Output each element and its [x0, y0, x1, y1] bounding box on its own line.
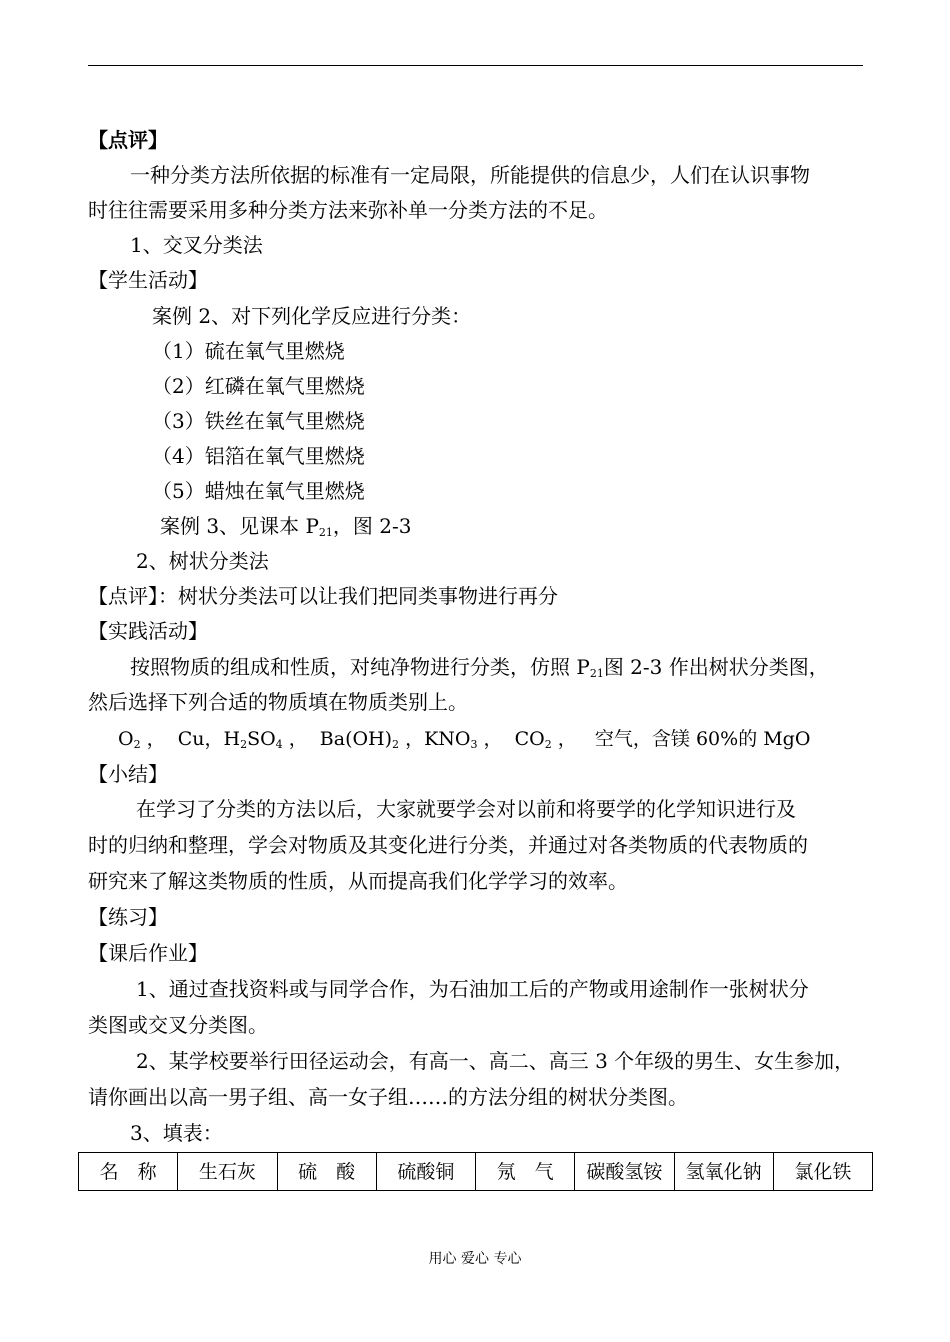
heading-review: 【点评】 — [88, 128, 168, 152]
heading-practice: 【实践活动】 — [88, 619, 208, 643]
page-footer: 用心 爱心 专心 — [428, 1251, 522, 1267]
fill-table-label: 3、填表： — [130, 1121, 223, 1145]
table-header-cell: 氢氧化钠 — [674, 1153, 773, 1191]
paragraph-line: 2、某学校要举行田径运动会，有高一、高二、高三 3 个年级的男生、女生参加， — [136, 1049, 855, 1073]
header-rule — [88, 65, 863, 66]
paragraph-line: 1、通过查找资料或与同学合作，为石油加工后的产物或用途制作一张树状分 — [136, 977, 809, 1001]
table-header-cell: 碳酸氢铵 — [575, 1153, 674, 1191]
section-tree-classification: 2、树状分类法 — [136, 549, 269, 573]
reaction-item: （4）铝箔在氧气里燃烧 — [152, 444, 365, 468]
case-3: 案例 3、见课本 $P_{21}$，图 2-3 — [160, 514, 412, 539]
reaction-item: （3）铁丝在氧气里燃烧 — [152, 409, 365, 433]
case-2: 案例 2、对下列化学反应进行分类： — [152, 304, 472, 328]
table-row — [79, 1153, 873, 1191]
heading-student-activity: 【学生活动】 — [88, 268, 208, 292]
paragraph-line: 时往往需要采用多种分类方法来弥补单一分类方法的不足。 — [88, 198, 608, 222]
table-header-cell: 生石灰 — [178, 1153, 277, 1191]
reaction-item: （1）硫在氧气里燃烧 — [152, 339, 345, 363]
table-header-cell: 硫酸铜 — [376, 1153, 475, 1191]
reaction-item: （5）蜡烛在氧气里燃烧 — [152, 479, 365, 503]
table-header-cell: 名 称 — [79, 1153, 178, 1191]
heading-homework: 【课后作业】 — [88, 941, 208, 965]
paragraph-line: 在学习了分类的方法以后，大家就要学会对以前和将要学的化学知识进行及 — [136, 797, 796, 821]
reaction-item: （2）红磷在氧气里燃烧 — [152, 374, 365, 398]
heading-summary: 【小结】 — [88, 762, 168, 786]
fill-table — [78, 1152, 873, 1191]
paragraph-line: 时的归纳和整理，学会对物质及其变化进行分类，并通过对各类物质的代表物质的 — [88, 833, 808, 857]
paragraph-line: 请你画出以高一男子组、高一女子组……的方法分组的树状分类图。 — [88, 1085, 688, 1109]
paragraph-line: 研究来了解这类物质的性质，从而提高我们化学学习的效率。 — [88, 869, 628, 893]
table-header-cell: 氯化铁 — [773, 1153, 872, 1191]
paragraph-line: 按照物质的组成和性质，对纯净物进行分类，仿照 $P_{21}$图 2-3 作出树状分类图， — [130, 655, 829, 680]
table-header-cell: 硫 酸 — [277, 1153, 376, 1191]
paragraph-line: 然后选择下列合适的物质填在物质类别上。 — [88, 690, 468, 714]
heading-exercise: 【练习】 — [88, 905, 168, 929]
review-tree: 【点评】：树状分类法可以让我们把同类事物进行再分 — [88, 584, 558, 608]
substance-list: $O_2$ ， Cu，$H_2SO_4$ ， $Ba(OH)_2$ ，$KNO_3$ ， $CO_2$ ， 空气，含镁 60%的 MgO — [118, 728, 811, 751]
section-cross-classification: 1、交叉分类法 — [130, 233, 263, 257]
paragraph-line: 类图或交叉分类图。 — [88, 1013, 268, 1037]
paragraph-line: 一种分类方法所依据的标准有一定局限，所能提供的信息少，人们在认识事物 — [130, 163, 810, 187]
table-header-cell: 氖 气 — [476, 1153, 575, 1191]
